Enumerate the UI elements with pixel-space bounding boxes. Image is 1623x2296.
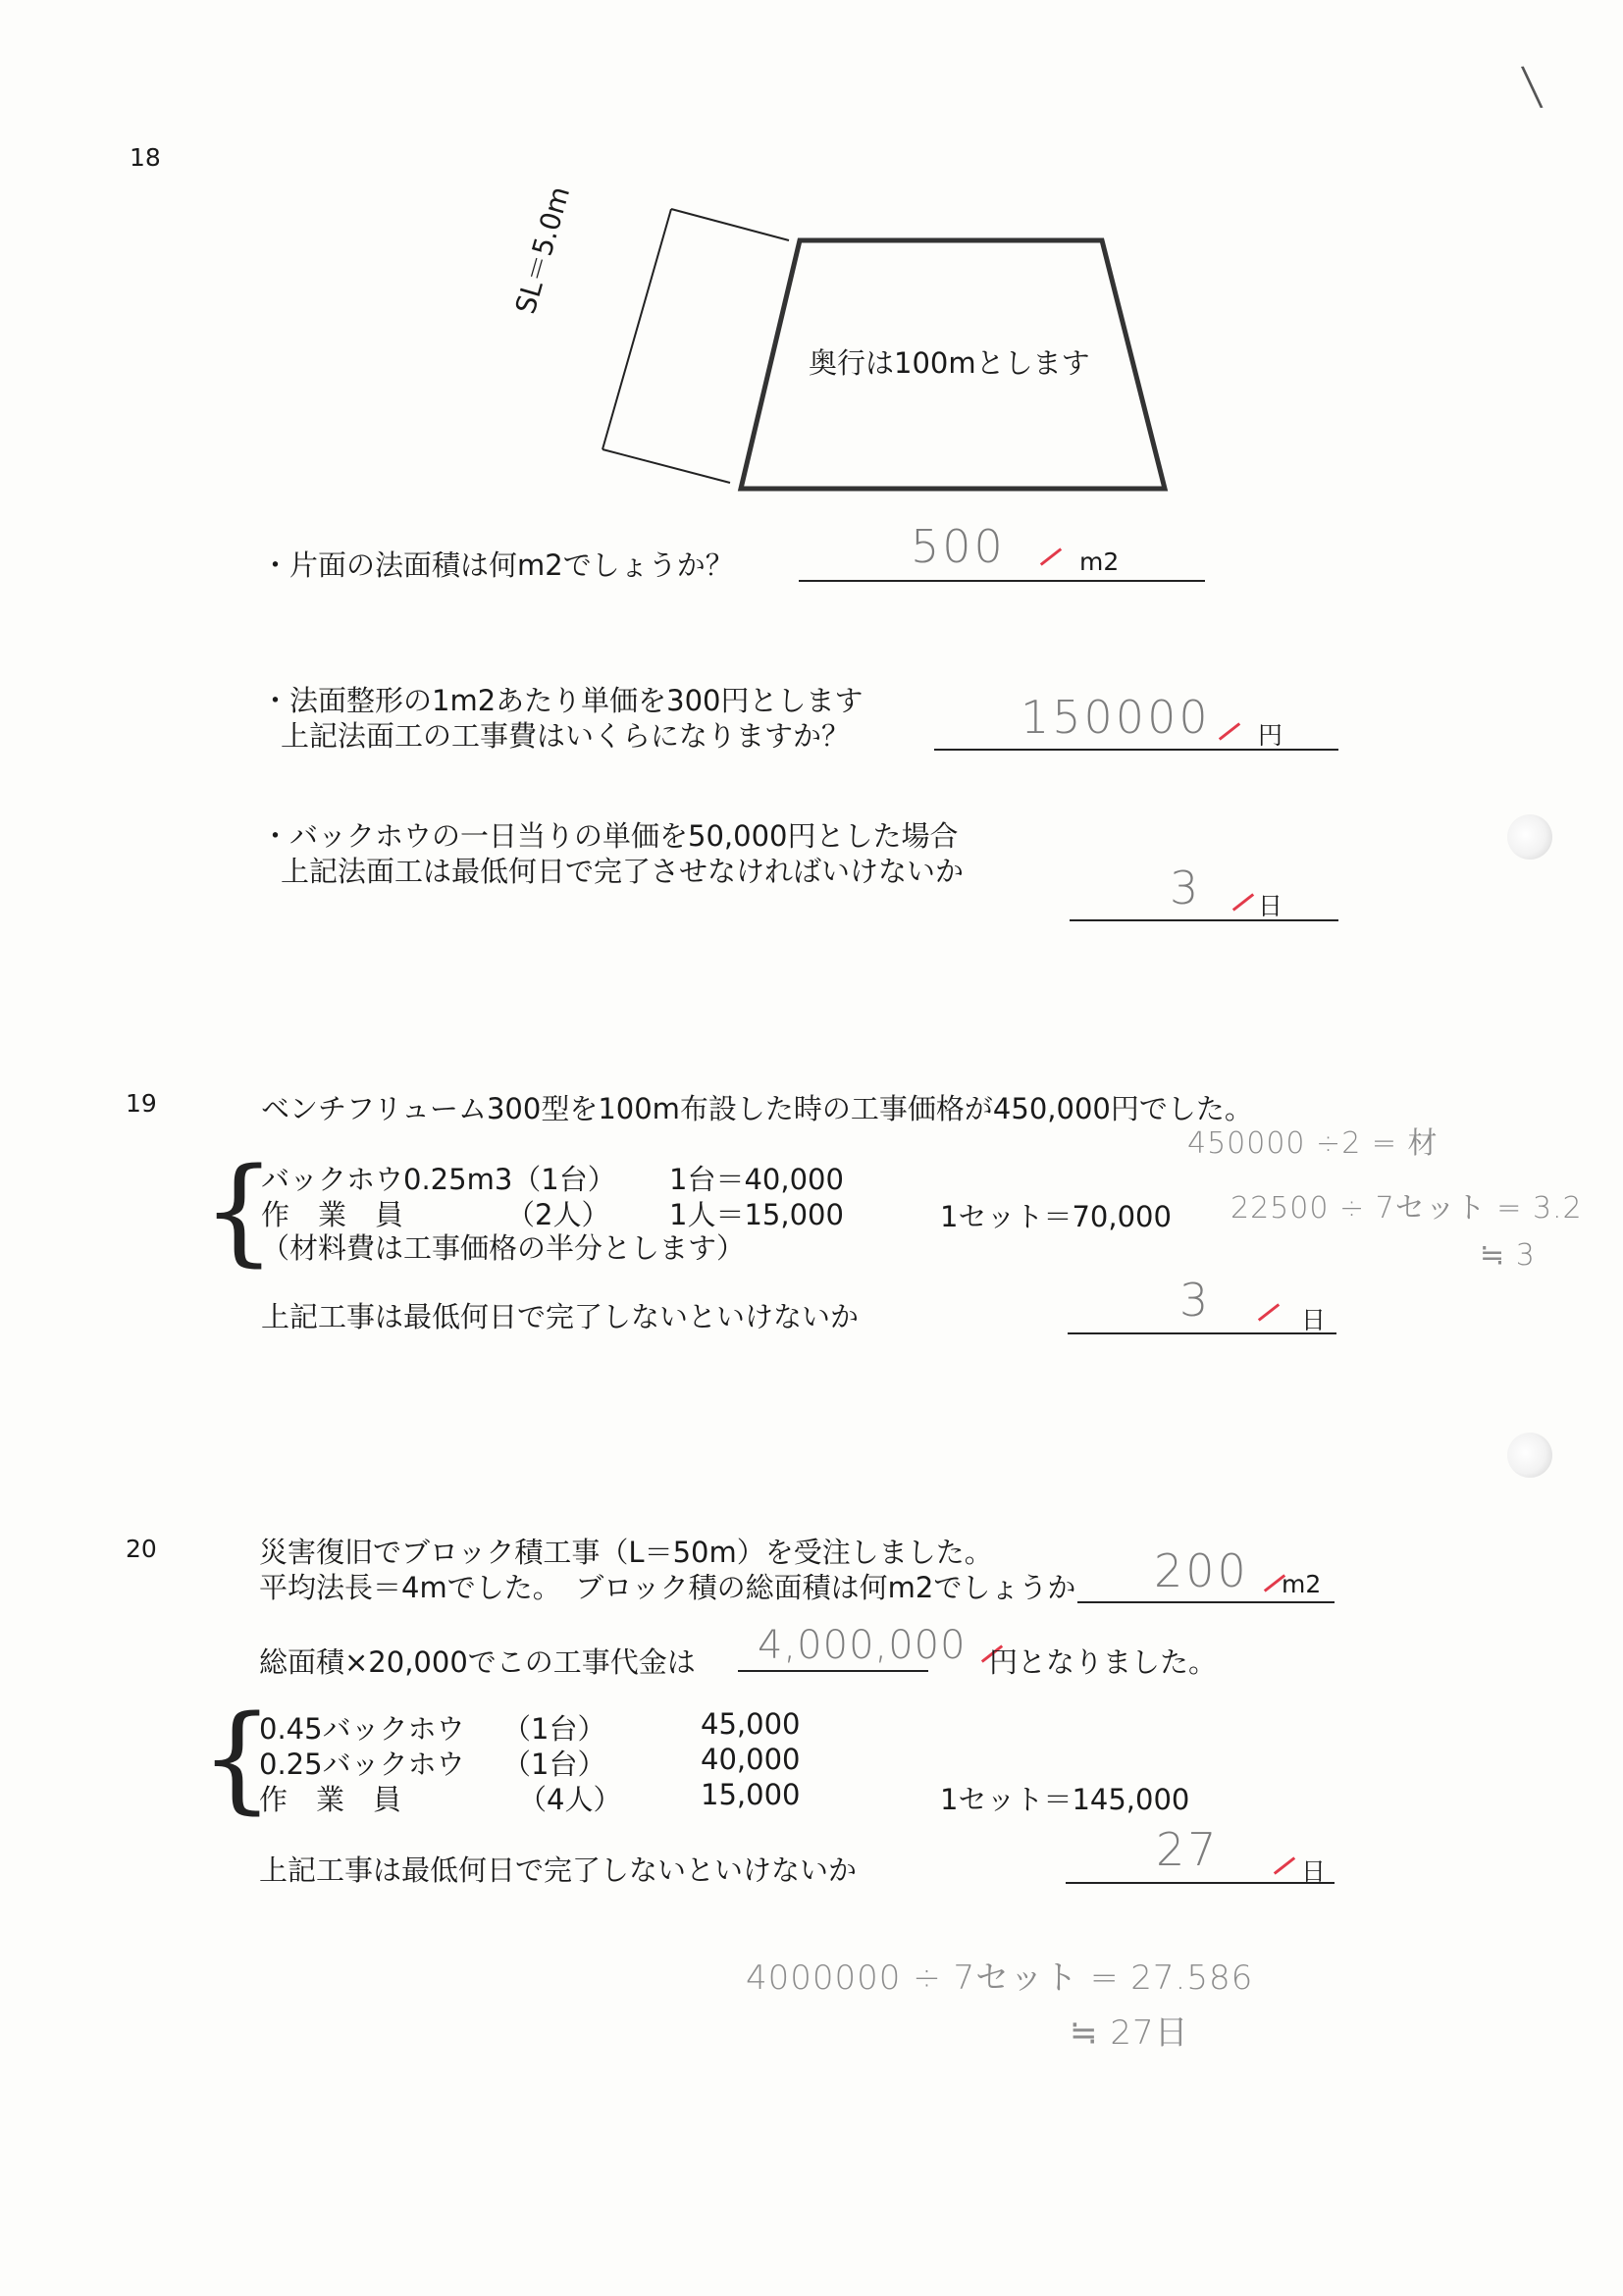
q20-row3-price: 15,000 [701,1778,801,1811]
q20-cost-answer-line [738,1670,928,1672]
q20-area-unit: m2 [1282,1570,1322,1598]
q20-number: 20 [126,1535,157,1563]
slope-length-label: SL＝5.0m [508,183,577,318]
punch-hole-top [1507,814,1552,860]
q20-line2: 平均法長＝4mでした。 ブロック積の総面積は何m2でしょうか [259,1571,1076,1604]
q18c-answer: 3 [1170,861,1202,914]
q18-number: 18 [130,143,161,172]
check-mark [1274,1856,1295,1874]
q19-row1-item: バックホウ0.25m3（1台） [261,1163,616,1196]
q18b-unit: 円 [1258,721,1283,750]
depth-label: 奥行は100mとします [809,346,1090,380]
q18a-answer: 500 [911,520,1006,573]
dimension-tick-bottom [602,449,730,483]
q19-unit: 日 [1301,1306,1327,1334]
q20-unit: 日 [1301,1857,1327,1886]
q18b-question-line1: ・法面整形の1m2あたり単価を300円とします [261,684,864,717]
q20-answer-line [1066,1882,1335,1884]
q19-brace: { [202,1142,277,1278]
dimension-line [602,209,671,449]
q20-row1-price: 45,000 [701,1707,801,1741]
q18c-answer-line [1070,919,1338,921]
q20-work-line1: 4000000 ÷ 7セット = 27.586 [746,1958,1254,1998]
q20-row2-qty: （1台） [502,1748,606,1781]
punch-hole-bottom [1507,1433,1552,1478]
q18a-question: ・片面の法面積は何m2でしょうか？ [261,548,734,582]
check-mark [1232,893,1254,911]
q18b-question-line2: 上記法面工の工事費はいくらになりますか？ [281,719,851,753]
corner-mark: \ [1518,54,1545,118]
q20-line3-suffix: 円となりました。 [989,1645,1218,1679]
q20-cost-answer: 4,000,000 [758,1623,967,1668]
q18b-answer: 150000 [1021,691,1211,744]
q20-row3-item: 作 業 員 [259,1783,402,1816]
q19-row3-note: （材料費は工事価格の半分とします） [261,1231,746,1265]
q19-answer: 3 [1179,1274,1212,1327]
q18a-unit: m2 [1079,548,1120,576]
q19-work-line1: 450000 ÷2 = 材 [1187,1126,1439,1161]
q19-work-line3: ≒ 3 [1480,1238,1536,1273]
check-mark [1040,548,1062,565]
check-mark [1219,722,1240,740]
q19-row1-price: 1台＝40,000 [669,1163,844,1196]
q19-number: 19 [126,1089,157,1118]
q19-row2-item: 作 業 員 [261,1198,404,1231]
q20-area-answer-line [1077,1601,1335,1603]
q20-row3-qty: （4人） [518,1783,622,1816]
q20-set-total: 1セット＝145,000 [940,1783,1190,1816]
q19-question: 上記工事は最低何日で完了しないといけないか [261,1300,860,1333]
q19-answer-line [1068,1332,1336,1334]
q19-row2-qty: （2人） [506,1198,610,1231]
q18c-question-line1: ・バックホウの一日当りの単価を50,000円とした場合 [261,819,959,853]
q20-row1-qty: （1台） [502,1712,606,1746]
q20-row2-price: 40,000 [701,1743,801,1776]
q18c-question-line2: 上記法面工は最低何日で完了させなければいけないか [281,855,965,888]
q19-set-total: 1セット＝70,000 [940,1200,1172,1233]
q20-answer: 27 [1156,1823,1220,1876]
dimension-tick-top [671,209,789,240]
q19-row2-price: 1人＝15,000 [669,1198,844,1231]
q20-brace: { [200,1690,275,1825]
check-mark [1258,1303,1280,1321]
q20-area-answer: 200 [1154,1544,1249,1597]
q20-work-line2: ≒ 27日 [1070,2013,1189,2053]
q19-intro: ベンチフリューム300型を100m布設した時の工事価格が450,000円でした。 [261,1092,1253,1125]
q20-line1: 災害復旧でブロック積工事（L＝50m）を受注しました。 [259,1536,993,1569]
q18a-answer-line [799,580,1205,582]
q20-line3-prefix: 総面積×20,000でこの工事代金は [259,1645,696,1679]
q20-row1-item: 0.45バックホウ [259,1712,465,1746]
q20-row2-item: 0.25バックホウ [259,1748,465,1781]
q20-question: 上記工事は最低何日で完了しないといけないか [259,1853,858,1887]
q18c-unit: 日 [1258,892,1283,920]
q19-work-line2: 22500 ÷ 7セット = 3.2 [1230,1191,1583,1226]
